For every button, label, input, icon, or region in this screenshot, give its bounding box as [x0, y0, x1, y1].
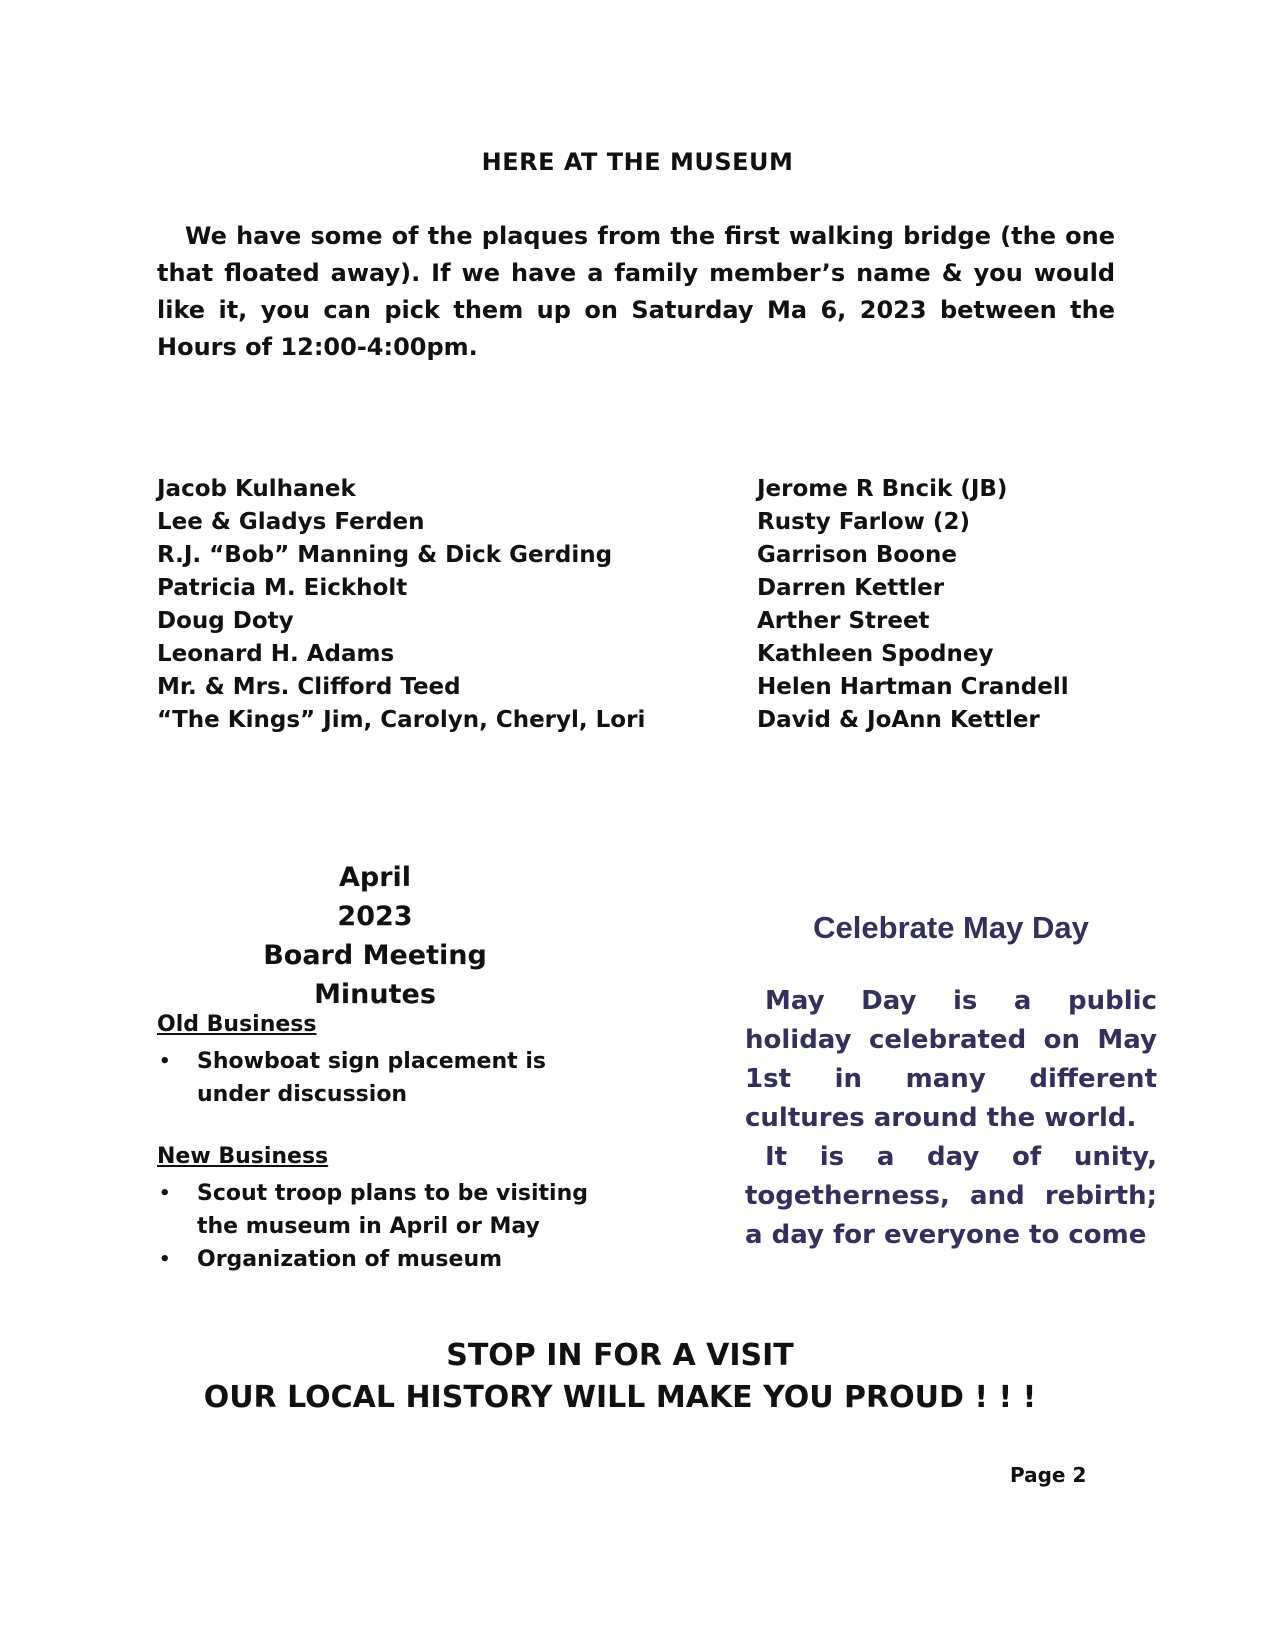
list-item [157, 1045, 597, 1111]
page-number: Page 2 [1010, 1463, 1087, 1487]
new-business-list [157, 1177, 597, 1276]
old-business-list [157, 1045, 597, 1111]
names-list-right [757, 473, 1069, 737]
list-item-text: Organization of museum [197, 1247, 503, 1272]
name-item: Lee & Gladys Ferden [157, 509, 425, 535]
old-business-heading: Old Business [157, 1012, 317, 1037]
bullet-icon: • [159, 1183, 171, 1204]
name-item: R.J. “Bob” Manning & Dick Gerding [157, 542, 613, 568]
footer-line-1: STOP IN FOR A VISIT [446, 1338, 794, 1373]
name-item: David & JoAnn Kettler [757, 707, 1040, 733]
minutes-label: Board Meeting Minutes [263, 940, 487, 1010]
name-item: Garrison Boone [757, 542, 957, 568]
mayday-paragraph: May Day is a public holiday celebrated on May 1st in many different cultures around the world. [745, 986, 1157, 1133]
list-item [157, 1243, 597, 1276]
name-item: Helen Hartman Crandell [757, 674, 1069, 700]
page-heading: HERE AT THE MUSEUM [481, 148, 794, 176]
bullet-icon: • [159, 1051, 171, 1072]
name-item: Jerome R Bncik (JB) [757, 476, 1008, 502]
name-item: Leonard H. Adams [157, 641, 395, 667]
mayday-text [745, 982, 1157, 1258]
list-item [157, 1177, 597, 1243]
intro-paragraph: We have some of the plaques from the first walking bridge (the one that floated away). If we have a family member’s name & you would like it, you can pick them up on Saturday Ma 6, 2023 between the Hours of 12:00-4:00pm. [157, 222, 1115, 361]
name-item: “The Kings” Jim, Carolyn, Cheryl, Lori [157, 707, 646, 733]
name-item: Rusty Farlow (2) [757, 509, 970, 535]
bullet-icon: • [159, 1249, 171, 1270]
name-item: Jacob Kulhanek [157, 476, 356, 502]
name-item: Doug Doty [157, 608, 294, 634]
footer-line-2: OUR LOCAL HISTORY WILL MAKE YOU PROUD ! ! ! [203, 1380, 1037, 1415]
list-item-text: Showboat sign placement is under discussion [197, 1049, 546, 1107]
name-item: Patricia M. Eickholt [157, 575, 408, 601]
name-item: Arther Street [757, 608, 930, 634]
new-business-heading: New Business [157, 1144, 329, 1169]
mayday-paragraph: It is a day of unity, togetherness, and rebirth; a day for everyone to come [745, 1142, 1157, 1250]
minutes-title [200, 858, 550, 1014]
names-list-left [157, 473, 645, 737]
name-item: Kathleen Spodney [757, 641, 994, 667]
mayday-title: Celebrate May Day [813, 910, 1089, 945]
name-item: Darren Kettler [757, 575, 945, 601]
minutes-year: 2023 [337, 901, 413, 932]
name-item: Mr. & Mrs. Clifford Teed [157, 674, 461, 700]
list-item-text: Scout troop plans to be visiting the museum in April or May [197, 1181, 588, 1239]
minutes-month: April [338, 862, 412, 893]
